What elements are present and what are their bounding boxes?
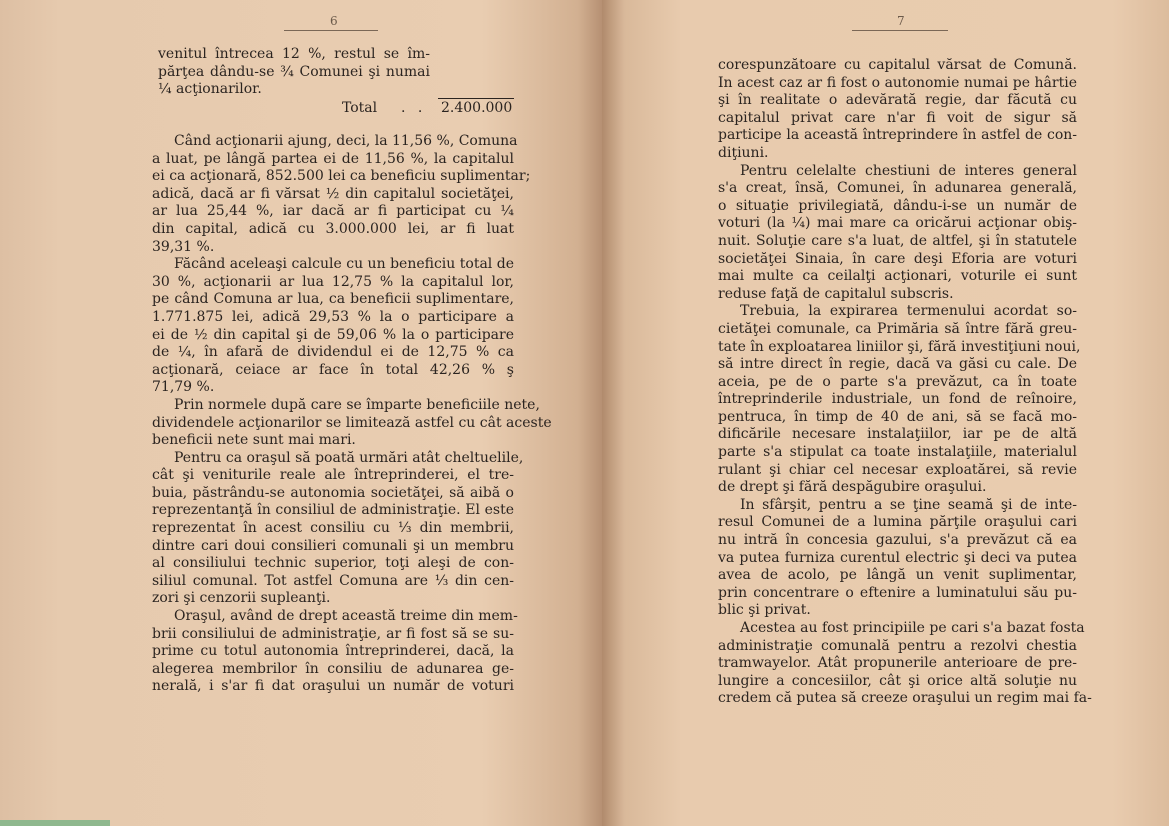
- text-line: de drept şi fără despăgubire oraşului.: [718, 479, 987, 496]
- text-line: nu intră în concesia gazului, s'a prevăzut că ea: [718, 532, 1077, 549]
- page-number-rule: [852, 30, 948, 31]
- text-line: reduse faţă de capitalul subscris.: [718, 285, 954, 302]
- text-line: pentruca, în timp de 40 de ani, să se facă mo-: [718, 408, 1077, 425]
- text-line: să intre direct în regie, dacă va găsi cu cale. De: [718, 356, 1077, 373]
- text-line: pe când Comuna ar lua, ca beneficii suplimentare,: [152, 291, 514, 308]
- text-line: Pentru celelalte chestiuni de interes general: [740, 162, 1077, 179]
- text-line: 39,31 %.: [152, 238, 215, 255]
- text-line: nerală, i s'ar fi dat oraşului un număr de voturi: [152, 678, 514, 695]
- right-page: [602, 0, 1169, 826]
- text-line: cietăţei comunale, ca Primăria să între fără greu-: [718, 320, 1077, 337]
- text-line: nuit. Soluţie care s'a luat, de altfel, şi în statutele: [718, 232, 1077, 249]
- text-line: va putea furniza curentul electric şi deci va putea: [718, 549, 1077, 566]
- text-line: ei ca acţionară, 852.500 lei ca beneficiu suplimentar;: [152, 168, 531, 185]
- text-line: dintre cari doui consilieri comunali şi un membru: [152, 537, 514, 554]
- text-line: buia, păstrându-se autonomia societăţei, să aibă o: [152, 484, 514, 501]
- text-line: părţea dându-se ¾ Comunei şi numai: [158, 63, 430, 80]
- text-line: zori şi cenzorii supleanţi.: [152, 590, 331, 607]
- text-line: avea de acolo, pe lângă un venit suplimentar,: [718, 567, 1077, 584]
- text-line: reprezentat în acest consiliu cu ⅓ din membrii,: [152, 520, 514, 537]
- text-line: aceia, pe de o parte s'a prevăzut, ca în toate: [718, 373, 1077, 390]
- text-line: mai multe ca ceilalţi acţionari, voturile ei sunt: [718, 268, 1077, 285]
- text-line: dificările necesare instalaţiilor, iar pe de altă: [718, 426, 1077, 443]
- text-line: lungire a concesiilor, cât şi orice altă soluţie nu: [718, 672, 1077, 689]
- text-line: dividendele acţionarilor se limitează astfel cu cât aceste: [152, 414, 552, 431]
- text-line: adică, dacă ar fi vărsat ½ din capitalul societăţei,: [152, 185, 514, 202]
- text-line: Trebuia, la expirarea termenului acordat so-: [740, 303, 1077, 320]
- total-rule: [438, 98, 514, 99]
- total-row: [158, 98, 514, 120]
- text-line: din capital, adică cu 3.000.000 lei, ar fi luat: [152, 220, 514, 237]
- text-line: o situaţie privilegiată, dându-i-se un număr de: [718, 197, 1077, 214]
- text-line: Acestea au fost principiile pe cari s'a bazat fosta: [740, 620, 1085, 636]
- text-line: Pentru ca oraşul să poată urmări atât cheltuelile,: [174, 449, 524, 466]
- text-line: blic şi privat.: [718, 602, 811, 619]
- text-line: de ¼, în afară de dividendul ei de 12,75 % ca: [152, 344, 514, 361]
- text-line: voturi (la ¼) mai mare ca oricărui acţionar obiş-: [718, 215, 1077, 232]
- text-line: brii consiliului de administraţie, ar fi fost să se su-: [152, 625, 514, 642]
- text-line: cât şi veniturile reale ale întreprinderei, el tre-: [152, 467, 514, 484]
- left-top-text: [158, 46, 430, 99]
- page-number: 6: [330, 14, 338, 28]
- text-line: ar lua 25,44 %, iar dacă ar fi participat cu ¼: [152, 203, 514, 220]
- text-line: 30 %, acţionarii ar lua 12,75 % la capitalul lor,: [152, 273, 514, 290]
- page-number-rule: [284, 30, 378, 31]
- text-line: parte s'a stipulat ca toate instalaţiile, materialul: [718, 444, 1077, 461]
- text-line: administraţie comunală pentru a rezolvi chestia: [718, 637, 1077, 654]
- text-line: rulant şi chiar cel necesar exploatărei, să revie: [718, 461, 1077, 478]
- text-line: acţionară, ceiace ar face în total 42,26 % ş: [152, 361, 514, 378]
- text-line: corespunzătoare cu capitalul vărsat de Comună.: [718, 57, 1077, 73]
- text-line: 71,79 %.: [152, 379, 215, 396]
- text-line: tate în exploatarea liniilor şi, fără investiţiuni noui,: [718, 338, 1081, 355]
- text-line: al consiliului technic superior, toţi aleşi de con-: [152, 555, 514, 572]
- text-line: şi în realitate o adevărată regie, dar făcută cu: [718, 92, 1077, 109]
- text-line: In acest caz ar fi fost o autonomie numai pe hârtie: [718, 74, 1077, 91]
- text-line: siliul comunal. Tot astfel Comuna are ⅓ din cen-: [152, 572, 514, 589]
- text-line: alegerea membrilor în consiliu de adunarea ge-: [152, 660, 514, 677]
- text-line: Făcând aceleaşi calcule cu un beneficiu total de: [174, 256, 514, 273]
- text-line: prime cu totul autonomia întreprinderei, dacă, la: [152, 643, 514, 660]
- text-line: Prin normele după care se împarte beneficiile nete,: [174, 396, 540, 413]
- text-line: 1.771.875 lei, adică 29,53 % la o participare a: [152, 308, 514, 325]
- text-line: ¼ acţionarilor.: [158, 81, 262, 98]
- text-line: a luat, pe lângă partea ei de 11,56 %, la capitalul: [152, 150, 514, 167]
- text-line: societăţei Sinaia, în care deşi Eforia are voturi: [718, 250, 1077, 267]
- text-line: venitul întrecea 12 %, restul se îm-: [158, 46, 430, 62]
- text-line: participe la această întreprindere în astfel de con-: [718, 127, 1077, 144]
- page-edge-strip: [0, 820, 110, 826]
- text-line: In sfârşit, pentru a se ţine seamă şi de inte-: [740, 496, 1077, 513]
- text-line: capitalul privat care n'ar fi voit de sigur să: [718, 109, 1077, 126]
- text-line: Oraşul, având de drept această treime din mem-: [174, 608, 518, 625]
- text-line: credem că putea să creeze oraşului un regim mai fa-: [718, 690, 1092, 707]
- page-number: 7: [897, 14, 905, 28]
- text-line: resul Comunei de a lumina părţile oraşului cari: [718, 514, 1077, 531]
- text-line: beneficii nete sunt mai mari.: [152, 432, 356, 449]
- text-line: s'a creat, însă, Comunei, în adunarea generală,: [718, 180, 1077, 197]
- right-body-text: [718, 57, 1092, 708]
- text-line: diţiuni.: [718, 144, 769, 161]
- total-label: Total: [342, 100, 378, 116]
- left-body-text: [152, 133, 552, 696]
- total-dots: . .: [401, 100, 427, 116]
- text-line: prin concentrare o eftenire a luminatului său pu-: [718, 584, 1077, 601]
- total-value: 2.400.000: [441, 100, 513, 116]
- text-line: tramwayelor. Atât propunerile anterioare de pre-: [718, 655, 1077, 672]
- text-line: Când acţionarii ajung, deci, la 11,56 %, Comuna: [174, 133, 518, 149]
- text-line: reprezentanţă în consiliul de administraţie. El este: [152, 502, 514, 519]
- text-line: întreprinderile industriale, un fond de reînoire,: [718, 391, 1077, 408]
- text-line: ei de ½ din capital şi de 59,06 % la o participare: [152, 326, 514, 343]
